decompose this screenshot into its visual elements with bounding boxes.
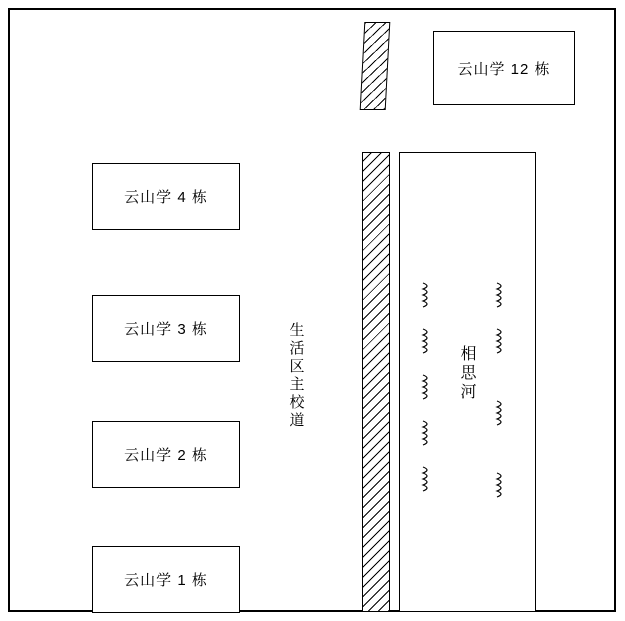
building-yunshanxue-1 (92, 546, 240, 613)
river-label: 相思河 (458, 345, 475, 402)
water-wave-icon (421, 466, 433, 492)
wall-segment-main (362, 152, 390, 612)
river-wave-column-left (421, 282, 433, 512)
main-road-label: 生活区主校道 (287, 322, 305, 430)
building-yunshanxue-12 (433, 31, 575, 105)
building-label: 云山学 3 栋 (124, 321, 208, 338)
wall-segment-top (360, 22, 391, 110)
building-yunshanxue-3 (92, 295, 240, 362)
river-wave-column-right (495, 282, 507, 518)
water-wave-icon (421, 420, 433, 446)
water-wave-icon (495, 282, 507, 308)
building-label: 云山学 1 栋 (124, 572, 208, 589)
water-wave-icon (495, 400, 507, 426)
building-label: 云山学 4 栋 (124, 189, 208, 206)
water-wave-icon (495, 472, 507, 498)
water-wave-icon (495, 328, 507, 354)
water-wave-icon (421, 374, 433, 400)
building-label: 云山学 2 栋 (124, 447, 208, 464)
water-wave-icon (421, 282, 433, 308)
building-yunshanxue-4 (92, 163, 240, 230)
building-yunshanxue-2 (92, 421, 240, 488)
water-wave-icon (421, 328, 433, 354)
building-label: 云山学 12 栋 (457, 60, 551, 78)
